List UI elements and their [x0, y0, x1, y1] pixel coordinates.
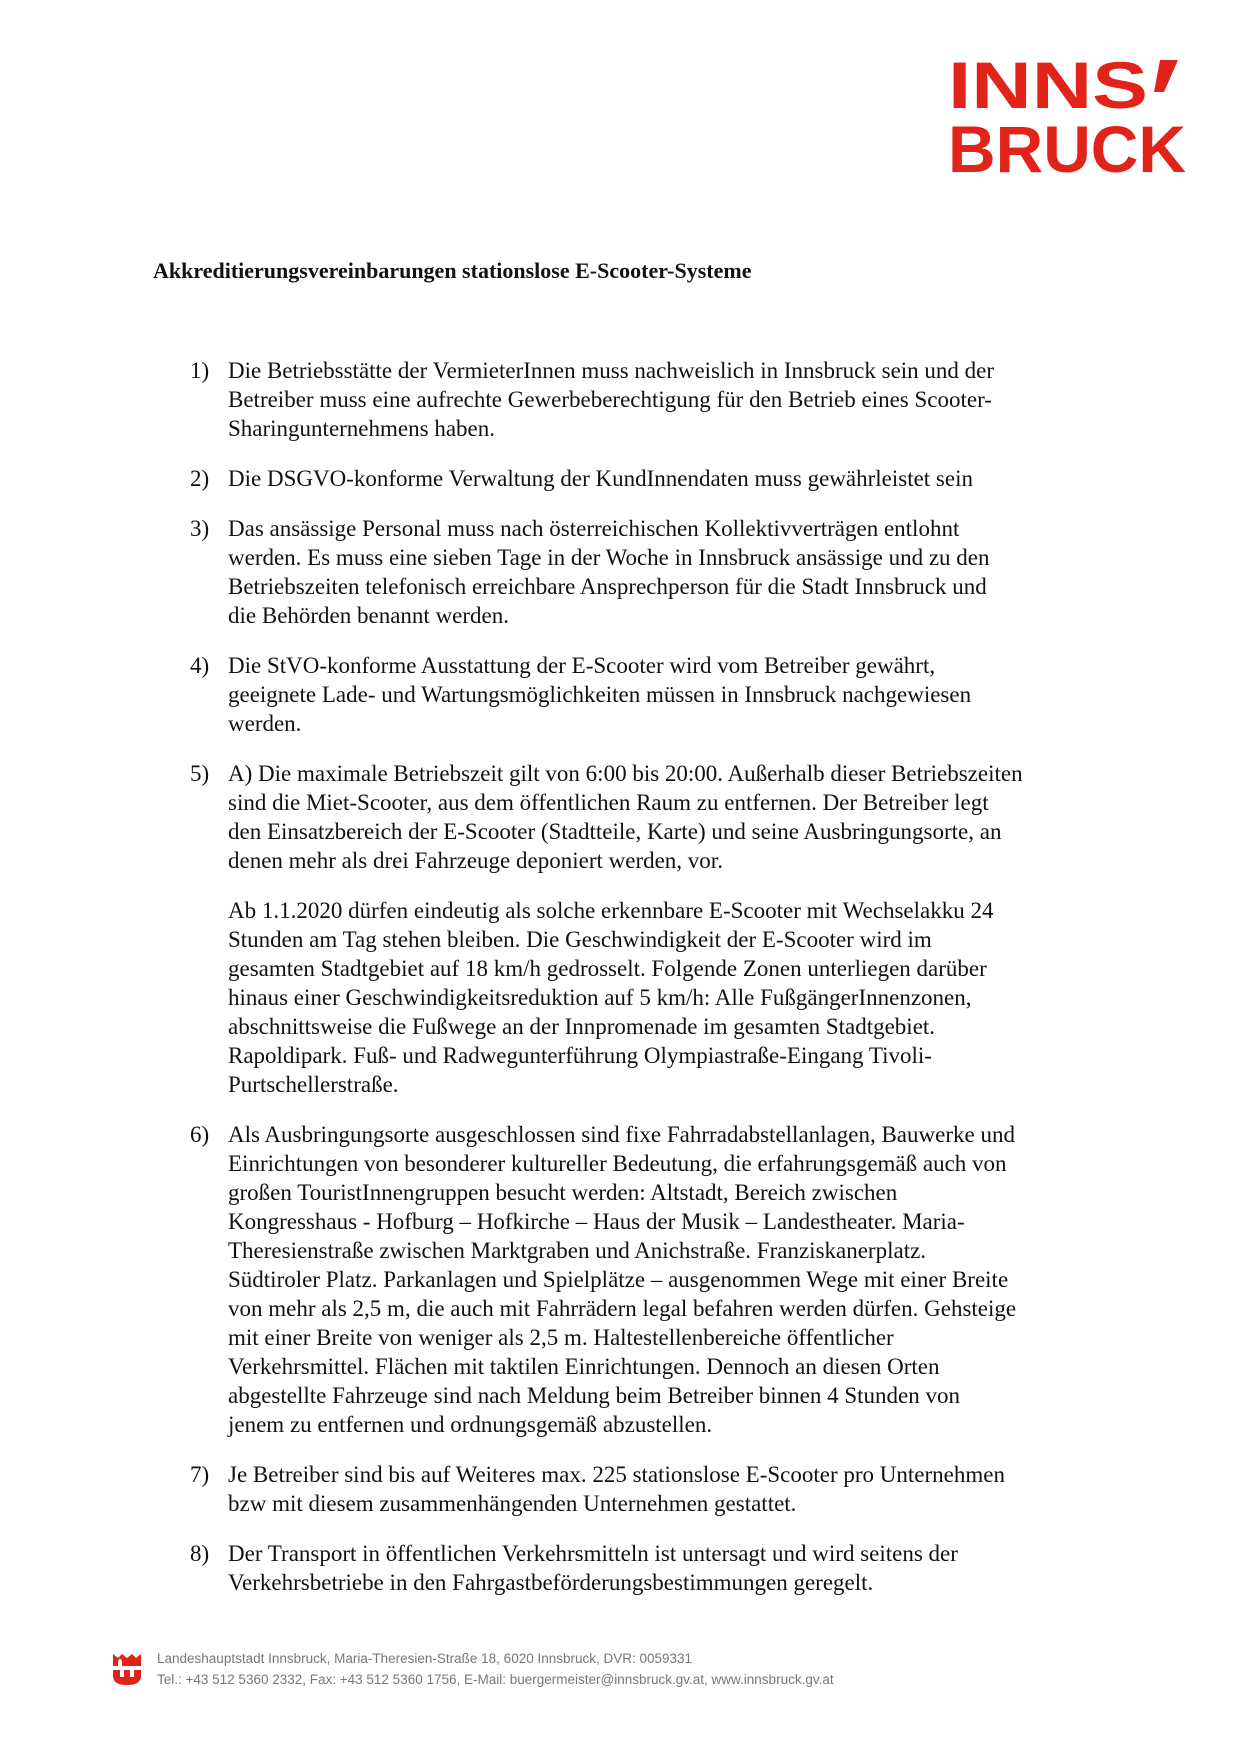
text-line: sind die Miet-Scooter, aus dem öffentlichen Raum zu entfernen. Der Betreiber legt: [228, 790, 989, 815]
text-line: Purtschellerstraße.: [228, 1072, 399, 1097]
text-line: Die DSGVO-konforme Verwaltung der KundInnendaten muss gewährleistet sein: [228, 466, 973, 491]
requirements-list: [190, 356, 1150, 1618]
item-paragraph: [228, 759, 1150, 875]
item-paragraph: [228, 514, 1150, 630]
text-line: großen TouristInnengruppen besucht werden: Altstadt, Bereich zwischen: [228, 1180, 898, 1205]
text-line: Das ansässige Personal muss nach österreichischen Kollektivverträgen entlohnt: [228, 516, 960, 541]
list-item: [190, 1120, 1150, 1439]
item-paragraph: [228, 356, 1150, 443]
item-number: 6): [190, 1122, 210, 1147]
document-title: Akkreditierungsvereinbarungen stationslose E-Scooter-Systeme: [153, 258, 752, 283]
text-line: Betreiber muss eine aufrechte Gewerbeberechtigung für den Betrieb eines Scooter-: [228, 387, 992, 412]
text-line: Je Betreiber sind bis auf Weiteres max. 225 stationslose E-Scooter pro Unternehmen: [228, 1462, 1005, 1487]
text-line: Als Ausbringungsorte ausgeschlossen sind fixe Fahrradabstellanlagen, Bauwerke und: [228, 1122, 1015, 1147]
list-item: [190, 1460, 1150, 1518]
text-line: jenem zu entfernen und ordnungsgemäß abzustellen.: [228, 1412, 713, 1437]
item-paragraph: [228, 1460, 1150, 1518]
text-line: Der Transport in öffentlichen Verkehrsmitteln ist untersagt und wird seitens der: [228, 1541, 958, 1566]
item-paragraph: [228, 1120, 1150, 1439]
text-line: werden. Es muss eine sieben Tage in der Woche in Innsbruck ansässige und zu den: [228, 545, 990, 570]
text-line: denen mehr als drei Fahrzeuge deponiert werden, vor.: [228, 848, 723, 873]
svg-text:INNS: INNS: [948, 56, 1148, 122]
innsbruck-logo: [946, 56, 1188, 176]
text-line: gesamten Stadtgebiet auf 18 km/h gedrosselt. Folgende Zonen unterliegen darüber: [228, 956, 987, 981]
text-line: Die StVO-konforme Ausstattung der E-Scooter wird vom Betreiber gewährt,: [228, 653, 936, 678]
city-coat-of-arms-icon: [112, 1652, 142, 1686]
list-item: [190, 651, 1150, 738]
text-line: Kongresshaus - Hofburg – Hofkirche – Haus der Musik – Landestheater. Maria-: [228, 1209, 965, 1234]
text-line: die Behörden benannt werden.: [228, 603, 510, 628]
text-line: den Einsatzbereich der E-Scooter (Stadtteile, Karte) und seine Ausbringungsorte, an: [228, 819, 1002, 844]
item-paragraph: [228, 1539, 1150, 1597]
footer-address: Landeshauptstadt Innsbruck, Maria-Theresien-Straße 18, 6020 Innsbruck, DVR: 0059331: [157, 1651, 693, 1666]
text-line: Verkehrsbetriebe in den Fahrgastbeförderungsbestimmungen geregelt.: [228, 1570, 874, 1595]
text-line: Einrichtungen von besonderer kultureller Bedeutung, die erfahrungsgemäß auch von: [228, 1151, 1007, 1176]
text-line: Theresienstraße zwischen Marktgraben und Anichstraße. Franziskanerplatz.: [228, 1238, 927, 1263]
list-item: [190, 759, 1150, 1099]
text-line: Südtiroler Platz. Parkanlagen und Spielplätze – ausgenommen Wege mit einer Breite: [228, 1267, 1009, 1292]
item-paragraph: [228, 896, 1150, 1099]
text-line: mit einer Breite von weniger als 2,5 m. Haltestellenbereiche öffentlicher: [228, 1325, 894, 1350]
text-line: Ab 1.1.2020 dürfen eindeutig als solche erkennbare E-Scooter mit Wechselakku 24: [228, 898, 994, 923]
text-line: abschnittsweise die Fußwege an der Innpromenade im gesamten Stadtgebiet.: [228, 1014, 936, 1039]
text-line: Stunden am Tag stehen bleiben. Die Geschwindigkeit der E-Scooter wird im: [228, 927, 932, 952]
text-line: geeignete Lade- und Wartungsmöglichkeiten müssen in Innsbruck nachgewiesen: [228, 682, 972, 707]
list-item: [190, 514, 1150, 630]
item-number: 7): [190, 1462, 210, 1487]
list-item: [190, 1539, 1150, 1597]
text-line: hinaus einer Geschwindigkeitsreduktion auf 5 km/h: Alle FußgängerInnenzonen,: [228, 985, 972, 1010]
text-line: Verkehrsmittel. Flächen mit taktilen Einrichtungen. Dennoch an diesen Orten: [228, 1354, 940, 1379]
text-line: Betriebszeiten telefonisch erreichbare Ansprechperson für die Stadt Innsbruck und: [228, 574, 987, 599]
list-item: [190, 356, 1150, 443]
item-number: 3): [190, 516, 210, 541]
text-line: Die Betriebsstätte der VermieterInnen muss nachweislich in Innsbruck sein und der: [228, 358, 995, 383]
item-number: 8): [190, 1541, 210, 1566]
text-line: abgestellte Fahrzeuge sind nach Meldung beim Betreiber binnen 4 Stunden von: [228, 1383, 960, 1408]
text-line: von mehr als 2,5 m, die auch mit Fahrrädern legal befahren werden dürfen. Gehsteige: [228, 1296, 1017, 1321]
item-number: 2): [190, 466, 210, 491]
text-line: Rapoldipark. Fuß- und Radwegunterführung Olympiastraße-Eingang Tivoli-: [228, 1043, 932, 1068]
text-line: werden.: [228, 711, 302, 736]
item-number: 5): [190, 761, 210, 786]
item-paragraph: [228, 651, 1150, 738]
item-paragraph: [228, 464, 1150, 493]
list-item: [190, 464, 1150, 493]
footer-contact: Tel.: +43 512 5360 2332, Fax: +43 512 5360 1756, E-Mail: buergermeister@innsbruck.gv.at, www.innsbruck.gv.at: [157, 1672, 834, 1687]
text-line: bzw mit diesem zusammenhängenden Unternehmen gestattet.: [228, 1491, 797, 1516]
text-line: A) Die maximale Betriebszeit gilt von 6:00 bis 20:00. Außerhalb dieser Betriebszeiten: [228, 761, 1023, 786]
item-number: 1): [190, 358, 210, 383]
text-line: Sharingunternehmens haben.: [228, 416, 495, 441]
item-number: 4): [190, 653, 210, 678]
svg-text:BRUCK: BRUCK: [948, 112, 1187, 176]
